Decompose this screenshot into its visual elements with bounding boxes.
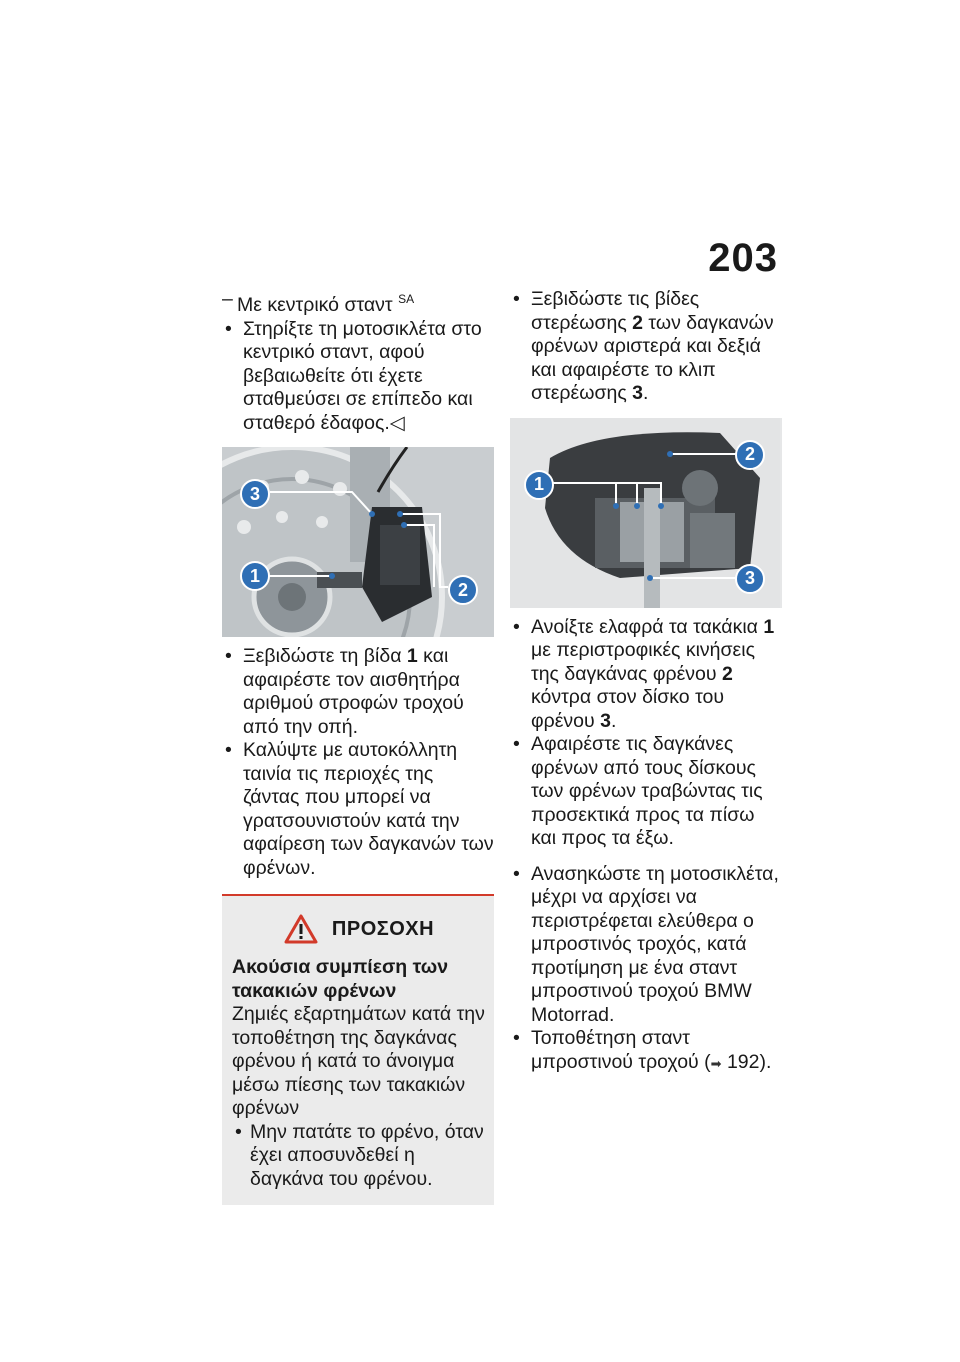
callout-3: 3 (735, 564, 765, 594)
page-number: 203 (708, 236, 778, 280)
step-remove-calipers: • Αφαιρέστε τις δαγκάνες φρένων από τους δίσκους των φρένων τραβώντας τις προσεκτικά προς τα πίσω και προς τα έξω. (510, 733, 782, 851)
figure-wheel-caliper (222, 447, 494, 637)
step-place-stand: • Τοποθέτηση σταντ μπροστινού τροχού (➡ 192). (510, 1027, 782, 1075)
callout-3: 3 (240, 479, 270, 509)
step-center-stand: • Στηρίξτε τη μοτοσικλέτα στο κεντρικό σταντ, αφού βεβαιωθείτε ότι έχετε σταθμεύσει σε επίπεδο και σταθερό έδαφος.◁ (222, 318, 494, 436)
step-loosen-bolts: • Ξεβιδώστε τις βίδες στερέωσης 2 των δαγκανών φρένων αριστερά και δεξιά και αφαιρέστε το κλιπ στερέωσης 3. (510, 288, 782, 406)
arrow-right-icon: ➡ (710, 1055, 722, 1071)
warning-triangle-icon (284, 914, 318, 944)
warning-bullet: • Μην πατάτε το φρένο, όταν έχει αποσυνδεθεί η δαγκάνα του φρένου. (232, 1121, 486, 1192)
step-lift-motorcycle: • Ανασηκώστε τη μοτοσικλέτα, μέχρι να αρχίσει να περιστρέφεται ελεύθερα ο μπροστινός τροχός, κατά προτίμηση με ένα σταντ μπροστινού τροχού BMW Motorrad. (510, 863, 782, 1028)
condition-text: Με κεντρικό σταντ (237, 294, 393, 316)
step-cover-tape: • Καλύψτε με αυτοκόλλητη ταινία τις περιοχές της ζάντας που μπορεί να γρατσουνιστούν κατά την αφαίρεση των δαγκανών των φρένων. (222, 739, 494, 880)
callout-1: 1 (524, 470, 554, 500)
step-remove-sensor: • Ξεβιδώστε τη βίδα 1 και αφαιρέστε τον αισθητήρα αριθμού στροφών τροχού από την οπή. (222, 645, 494, 739)
callout-1: 1 (240, 561, 270, 591)
left-column (222, 288, 494, 1205)
condition-dash: – (222, 288, 233, 310)
figure-caliper-pads (510, 418, 782, 608)
callout-2: 2 (448, 575, 478, 605)
step-open-pads: • Ανοίξτε ελαφρά τα τακάκια 1 με περιστροφικές κινήσεις της δαγκάνας φρένου 2 κόντρα στον δίσκο του φρένου 3. (510, 616, 782, 734)
condition-line (222, 288, 494, 318)
right-column (510, 288, 782, 1075)
condition-sup: SA (398, 292, 415, 306)
warning-body: Ζημιές εξαρτημάτων κατά την τοποθέτηση της δαγκάνας φρένου ή κατά το άνοιγμα μέσω πίεσης των τακακιών φρένων (232, 1003, 485, 1119)
callout-2: 2 (735, 440, 765, 470)
warning-subtitle: Ακούσια συμπίεση των τακακιών φρένων (232, 956, 449, 1002)
warning-header (232, 914, 486, 944)
wheel-caliper-illustration (222, 447, 494, 637)
warning-box (222, 894, 494, 1205)
warning-title: ΠΡΟΣΟΧΗ (331, 917, 435, 940)
